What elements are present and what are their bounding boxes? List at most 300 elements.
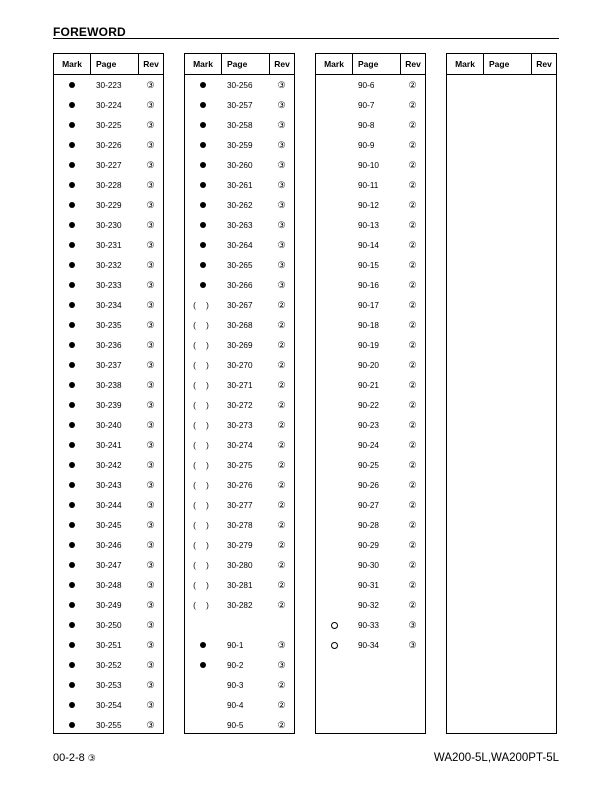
page-cell: 90-3 — [227, 680, 244, 690]
rev-cell: ③ — [277, 239, 286, 250]
rev-cell: ② — [408, 579, 417, 590]
table-row — [316, 495, 425, 515]
table-row — [185, 535, 294, 555]
page-cell: 30-276 — [227, 480, 253, 490]
page-number: 00-2-8 — [53, 752, 85, 764]
mark-cell — [316, 642, 352, 649]
mark-cell — [54, 202, 90, 208]
page-revision: ③ — [87, 753, 96, 763]
header-rule — [53, 38, 559, 39]
mark-cell — [54, 442, 90, 448]
table-row — [316, 415, 425, 435]
rev-cell: ② — [277, 699, 286, 710]
mark-cell — [185, 242, 221, 248]
page-cell: 30-228 — [96, 180, 122, 190]
rev-cell: ② — [277, 299, 286, 310]
mark-cell — [185, 301, 221, 310]
mark-cell — [54, 622, 90, 628]
page-cell: 30-229 — [96, 200, 122, 210]
header-mark: Mark — [54, 54, 91, 74]
page-cell: 30-258 — [227, 120, 253, 130]
filled-circle-icon — [69, 562, 75, 568]
mark-cell — [54, 122, 90, 128]
page-cell: 30-224 — [96, 100, 122, 110]
table-row — [185, 575, 294, 595]
table-row — [316, 375, 425, 395]
table-row — [185, 235, 294, 255]
rev-cell: ③ — [146, 559, 155, 570]
rev-cell: ③ — [146, 259, 155, 270]
table-row — [185, 495, 294, 515]
table-row — [316, 235, 425, 255]
header-page: Page — [222, 54, 270, 74]
table-row — [316, 615, 425, 635]
table-row — [316, 175, 425, 195]
table-row — [316, 95, 425, 115]
rev-cell: ② — [408, 159, 417, 170]
page-cell: 90-4 — [227, 700, 244, 710]
page-cell: 30-235 — [96, 320, 122, 330]
page-cell: 30-231 — [96, 240, 122, 250]
mark-cell — [185, 662, 221, 668]
page-cell: 30-271 — [227, 380, 253, 390]
filled-circle-icon — [200, 122, 206, 128]
rev-cell: ② — [277, 399, 286, 410]
table-row — [185, 75, 294, 95]
table-row — [185, 275, 294, 295]
filled-circle-icon — [200, 662, 206, 668]
rev-cell: ② — [408, 459, 417, 470]
mark-cell — [54, 302, 90, 308]
filled-circle-icon — [69, 462, 75, 468]
table-row — [54, 415, 163, 435]
page-cell: 30-230 — [96, 220, 122, 230]
parentheses-mark: ( ) — [193, 380, 213, 390]
table-row — [316, 195, 425, 215]
rev-cell: ② — [277, 719, 286, 730]
rev-cell: ② — [408, 439, 417, 450]
mark-cell — [54, 462, 90, 468]
rev-cell: ② — [408, 419, 417, 430]
filled-circle-icon — [69, 382, 75, 388]
rev-cell: ③ — [277, 119, 286, 130]
rev-cell: ③ — [277, 139, 286, 150]
table-row — [54, 495, 163, 515]
open-circle-icon — [331, 622, 338, 629]
parentheses-mark: ( ) — [193, 480, 213, 490]
filled-circle-icon — [200, 142, 206, 148]
table-row — [185, 175, 294, 195]
page-cell: 30-275 — [227, 460, 253, 470]
table-row — [54, 235, 163, 255]
page-cell: 90-14 — [358, 240, 379, 250]
parentheses-mark: ( ) — [193, 400, 213, 410]
parentheses-mark: ( ) — [193, 500, 213, 510]
open-circle-icon — [331, 642, 338, 649]
mark-cell — [54, 682, 90, 688]
mark-cell — [54, 522, 90, 528]
page-cell: 30-256 — [227, 80, 253, 90]
page-cell: 30-263 — [227, 220, 253, 230]
page-cell: 30-251 — [96, 640, 122, 650]
rev-cell: ② — [408, 319, 417, 330]
rev-cell: ② — [277, 379, 286, 390]
page-cell: 90-17 — [358, 300, 379, 310]
revision-table-3 — [315, 53, 426, 734]
table-row — [316, 355, 425, 375]
table-row — [54, 515, 163, 535]
page-cell: 90-1 — [227, 640, 244, 650]
revision-table-4 — [446, 53, 557, 734]
table-header — [54, 54, 163, 75]
header-rev: Rev — [536, 59, 552, 69]
page-cell: 30-239 — [96, 400, 122, 410]
page-cell: 30-247 — [96, 560, 122, 570]
rev-cell: ② — [277, 439, 286, 450]
filled-circle-icon — [69, 422, 75, 428]
page-cell: 90-7 — [358, 100, 375, 110]
filled-circle-icon — [69, 122, 75, 128]
page-cell: 30-261 — [227, 180, 253, 190]
page-cell: 30-253 — [96, 680, 122, 690]
rev-cell: ③ — [146, 419, 155, 430]
rev-cell: ② — [277, 479, 286, 490]
page-cell: 30-282 — [227, 600, 253, 610]
filled-circle-icon — [69, 222, 75, 228]
rev-cell: ③ — [408, 619, 417, 630]
page-cell: 90-13 — [358, 220, 379, 230]
parentheses-mark: ( ) — [193, 540, 213, 550]
page-cell: 30-254 — [96, 700, 122, 710]
mark-cell — [185, 541, 221, 550]
header-mark: Mark — [185, 54, 222, 74]
page-cell: 30-249 — [96, 600, 122, 610]
mark-cell — [54, 562, 90, 568]
mark-cell — [54, 722, 90, 728]
table-row — [54, 295, 163, 315]
table-row — [54, 535, 163, 555]
page-cell: 90-10 — [358, 160, 379, 170]
rev-cell: ③ — [277, 199, 286, 210]
page-cell: 30-225 — [96, 120, 122, 130]
page-cell: 30-233 — [96, 280, 122, 290]
page-cell: 30-264 — [227, 240, 253, 250]
header-mark: Mark — [316, 54, 353, 74]
filled-circle-icon — [69, 302, 75, 308]
rev-cell: ③ — [146, 279, 155, 290]
table-row — [54, 115, 163, 135]
filled-circle-icon — [69, 242, 75, 248]
mark-cell — [185, 282, 221, 288]
rev-cell: ③ — [146, 119, 155, 130]
page-cell: 30-243 — [96, 480, 122, 490]
rev-cell: ② — [277, 459, 286, 470]
filled-circle-icon — [200, 282, 206, 288]
table-rows — [185, 75, 294, 735]
page-cell: 30-265 — [227, 260, 253, 270]
table-row — [54, 315, 163, 335]
mark-cell — [54, 222, 90, 228]
filled-circle-icon — [69, 602, 75, 608]
table-row — [316, 635, 425, 655]
table-row — [185, 475, 294, 495]
table-row — [316, 535, 425, 555]
parentheses-mark: ( ) — [193, 360, 213, 370]
table-row — [54, 475, 163, 495]
page-cell: 90-31 — [358, 580, 379, 590]
rev-cell: ③ — [146, 659, 155, 670]
filled-circle-icon — [200, 242, 206, 248]
table-row — [316, 135, 425, 155]
table-row — [316, 155, 425, 175]
table-row — [316, 75, 425, 95]
table-row — [54, 575, 163, 595]
page-cell: 90-33 — [358, 620, 379, 630]
header-rev: Rev — [274, 59, 290, 69]
rev-cell: ② — [277, 679, 286, 690]
header-rev: Rev — [405, 59, 421, 69]
page-cell: 30-234 — [96, 300, 122, 310]
page-cell: 30-238 — [96, 380, 122, 390]
page-cell: 30-248 — [96, 580, 122, 590]
rev-cell: ③ — [146, 599, 155, 610]
rev-cell: ② — [408, 499, 417, 510]
table-row — [185, 355, 294, 375]
table-row — [54, 375, 163, 395]
page-cell: 30-270 — [227, 360, 253, 370]
filled-circle-icon — [69, 202, 75, 208]
table-header — [185, 54, 294, 75]
footer-page-number — [53, 752, 96, 764]
rev-cell: ② — [408, 299, 417, 310]
table-row — [316, 315, 425, 335]
filled-circle-icon — [69, 502, 75, 508]
page-cell: 30-252 — [96, 660, 122, 670]
page-cell: 90-2 — [227, 660, 244, 670]
table-row — [54, 715, 163, 735]
table-row — [54, 595, 163, 615]
mark-cell — [54, 502, 90, 508]
rev-cell: ③ — [146, 579, 155, 590]
page-cell: 30-257 — [227, 100, 253, 110]
filled-circle-icon — [200, 102, 206, 108]
table-row — [185, 255, 294, 275]
mark-cell — [54, 182, 90, 188]
filled-circle-icon — [69, 142, 75, 148]
rev-cell: ③ — [277, 99, 286, 110]
parentheses-mark: ( ) — [193, 320, 213, 330]
table-row — [54, 275, 163, 295]
rev-cell: ② — [408, 339, 417, 350]
rev-cell: ③ — [146, 619, 155, 630]
table-row — [185, 155, 294, 175]
mark-cell — [54, 402, 90, 408]
page-cell: 30-241 — [96, 440, 122, 450]
table-row — [316, 595, 425, 615]
page-cell: 30-255 — [96, 720, 122, 730]
mark-cell — [54, 582, 90, 588]
rev-cell: ② — [408, 539, 417, 550]
rev-cell: ③ — [277, 179, 286, 190]
mark-cell — [54, 342, 90, 348]
table-row — [185, 395, 294, 415]
page-cell: 30-242 — [96, 460, 122, 470]
parentheses-mark: ( ) — [193, 340, 213, 350]
table-row — [54, 635, 163, 655]
table-row — [316, 475, 425, 495]
table-row — [185, 415, 294, 435]
page-cell: 30-246 — [96, 540, 122, 550]
page-cell: 90-6 — [358, 80, 375, 90]
rev-cell: ③ — [146, 99, 155, 110]
rev-cell: ② — [277, 519, 286, 530]
filled-circle-icon — [69, 542, 75, 548]
rev-cell: ③ — [277, 259, 286, 270]
table-row — [185, 695, 294, 715]
page-cell: 30-227 — [96, 160, 122, 170]
table-row — [316, 295, 425, 315]
table-row — [54, 615, 163, 635]
rev-cell: ③ — [146, 139, 155, 150]
rev-cell: ③ — [146, 399, 155, 410]
rev-cell: ③ — [146, 459, 155, 470]
rev-cell: ③ — [146, 339, 155, 350]
table-row — [185, 135, 294, 155]
mark-cell — [54, 482, 90, 488]
mark-cell — [54, 382, 90, 388]
table-row — [316, 215, 425, 235]
mark-cell — [185, 381, 221, 390]
table-row — [54, 135, 163, 155]
filled-circle-icon — [200, 82, 206, 88]
rev-cell: ② — [277, 579, 286, 590]
page-cell: 30-278 — [227, 520, 253, 530]
mark-cell — [54, 422, 90, 428]
page-cell: 90-19 — [358, 340, 379, 350]
rev-cell: ③ — [277, 639, 286, 650]
rev-cell: ③ — [146, 379, 155, 390]
rev-cell: ③ — [146, 439, 155, 450]
rev-cell: ② — [277, 419, 286, 430]
table-row — [185, 315, 294, 335]
page-cell: 30-262 — [227, 200, 253, 210]
table-row — [54, 215, 163, 235]
page-cell: 30-237 — [96, 360, 122, 370]
page-cell: 30-259 — [227, 140, 253, 150]
rev-cell: ③ — [146, 219, 155, 230]
rev-cell: ② — [408, 479, 417, 490]
table-row — [185, 555, 294, 575]
filled-circle-icon — [69, 482, 75, 488]
filled-circle-icon — [69, 322, 75, 328]
mark-cell — [185, 361, 221, 370]
page-cell: 90-28 — [358, 520, 379, 530]
rev-cell: ② — [277, 539, 286, 550]
table-row — [185, 615, 294, 635]
page-cell: 90-23 — [358, 420, 379, 430]
filled-circle-icon — [200, 262, 206, 268]
table-row — [316, 435, 425, 455]
rev-cell: ② — [408, 239, 417, 250]
mark-cell — [185, 441, 221, 450]
footer-model: WA200-5L,WA200PT-5L — [433, 752, 559, 764]
table-row — [316, 395, 425, 415]
page-cell: 90-15 — [358, 260, 379, 270]
page-cell: 90-21 — [358, 380, 379, 390]
page-cell: 30-279 — [227, 540, 253, 550]
mark-cell — [185, 601, 221, 610]
rev-cell: ③ — [277, 159, 286, 170]
mark-cell — [54, 662, 90, 668]
table-row — [185, 95, 294, 115]
rev-cell: ③ — [146, 719, 155, 730]
table-row — [54, 155, 163, 175]
rev-cell: ② — [277, 499, 286, 510]
filled-circle-icon — [69, 82, 75, 88]
mark-cell — [185, 202, 221, 208]
table-row — [54, 95, 163, 115]
table-row — [54, 455, 163, 475]
mark-cell — [185, 521, 221, 530]
filled-circle-icon — [69, 262, 75, 268]
page-cell: 30-250 — [96, 620, 122, 630]
mark-cell — [185, 182, 221, 188]
filled-circle-icon — [69, 702, 75, 708]
rev-cell: ③ — [146, 499, 155, 510]
parentheses-mark: ( ) — [193, 560, 213, 570]
page-cell: 90-16 — [358, 280, 379, 290]
mark-cell — [185, 102, 221, 108]
table-row — [54, 435, 163, 455]
page-cell: 30-272 — [227, 400, 253, 410]
table-row — [54, 195, 163, 215]
page-cell: 30-281 — [227, 580, 253, 590]
table-row — [54, 255, 163, 275]
filled-circle-icon — [69, 662, 75, 668]
rev-cell: ③ — [146, 199, 155, 210]
page-cell: 30-266 — [227, 280, 253, 290]
page-cell: 30-236 — [96, 340, 122, 350]
rev-cell: ② — [408, 139, 417, 150]
page-cell: 90-24 — [358, 440, 379, 450]
mark-cell — [54, 602, 90, 608]
page-cell: 30-226 — [96, 140, 122, 150]
header-rev: Rev — [143, 59, 159, 69]
page-cell: 30-240 — [96, 420, 122, 430]
mark-cell — [185, 162, 221, 168]
mark-cell — [54, 322, 90, 328]
page-cell: 90-27 — [358, 500, 379, 510]
mark-cell — [54, 642, 90, 648]
filled-circle-icon — [69, 622, 75, 628]
filled-circle-icon — [69, 342, 75, 348]
mark-cell — [54, 162, 90, 168]
mark-cell — [185, 401, 221, 410]
filled-circle-icon — [69, 582, 75, 588]
filled-circle-icon — [69, 102, 75, 108]
page-cell: 90-5 — [227, 720, 244, 730]
mark-cell — [185, 642, 221, 648]
mark-cell — [54, 102, 90, 108]
mark-cell — [185, 341, 221, 350]
table-row — [54, 75, 163, 95]
table-row — [316, 115, 425, 135]
table-row — [185, 215, 294, 235]
mark-cell — [185, 501, 221, 510]
rev-cell: ② — [408, 199, 417, 210]
page-cell: 30-232 — [96, 260, 122, 270]
mark-cell — [185, 481, 221, 490]
